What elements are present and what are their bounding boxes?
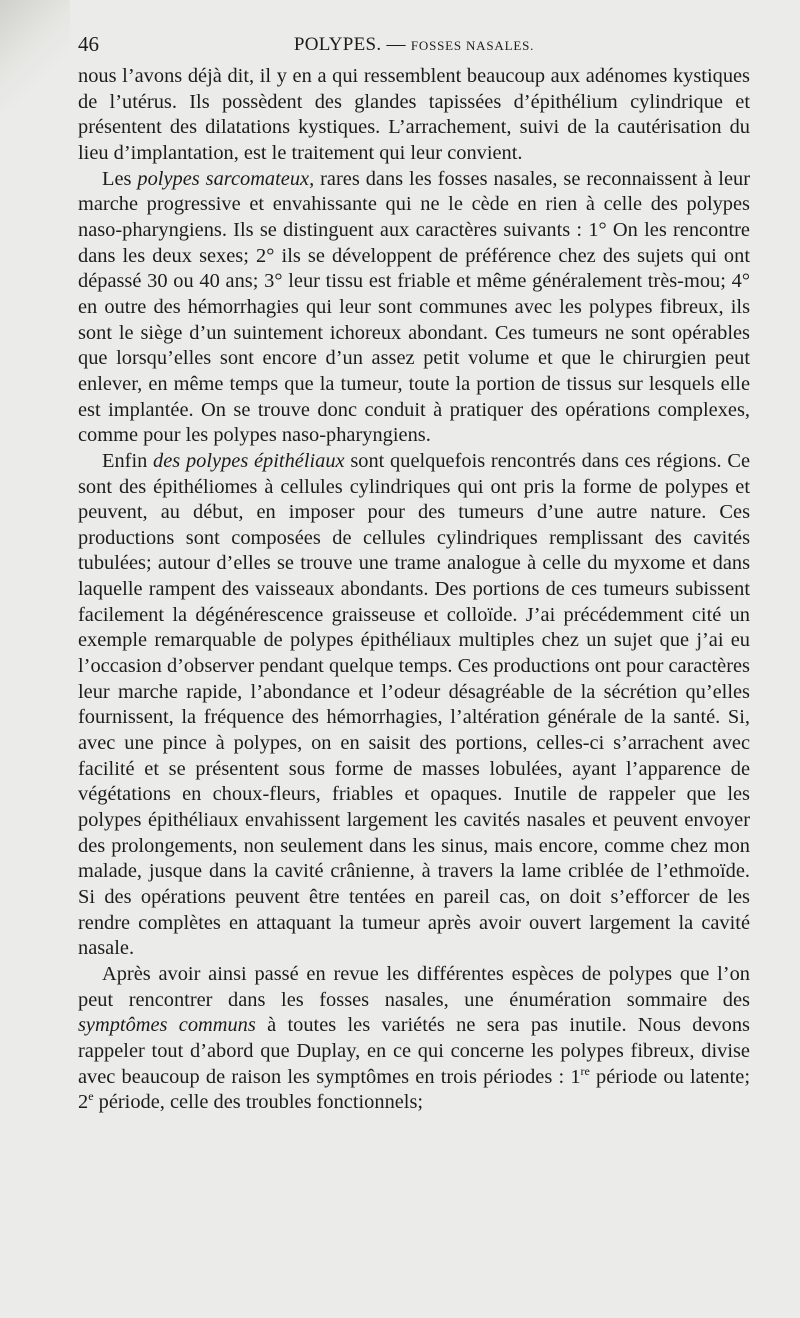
paragraph-2 xyxy=(78,167,750,449)
paragraph-1 xyxy=(78,64,750,167)
paragraph-4-emphasis: symptômes communs xyxy=(78,1014,256,1037)
paragraph-4-text-2: période ou latente; 2 xyxy=(78,1065,750,1114)
page-edge-shadow xyxy=(0,0,70,110)
paragraph-4-lead: Après avoir ainsi passé en revue les différentes espèces de polypes que l’on peut rencontrer dans les fosses nasales, une énumération sommaire des xyxy=(78,962,750,1011)
paragraph-3-text: sont quelquefois rencontrés dans ces régions. Ce sont des épithéliomes à cellules cylindriques qui ont pris la forme de polypes et peuvent, au début, en imposer pour des tumeurs d’une autre nature. Ces productions sont composées de cellules cylindriques remplissant des cavités tubulées; autour d’elles se trouve une trame analogue à celle du myxome et dans laquelle rampent des vaisseaux abondants. Des portions de ces tumeurs subissent facilement la dégénérescence graisseuse et colloïde. J’ai précédemment cité un exemple remarquable de polypes épithéliaux multiples chez un sujet que j’ai eu l’occasion d’observer pendant quelque temps. Ces productions ont pour caractères leur marche rapide, l’abondance et l’odeur désagréable de la sécrétion qu’elles fournissent, la fréquence des hémorrhagies, l’altération générale de la santé. Si, avec une pince à polypes, on en saisit des portions, celles-ci s’arrachent avec facilité et se présentent sous forme de masses lobulées, ayant l’apparence de végétations en choux-fleurs, friables et opaques. Inutile de rappeler que les polypes épithéliaux envahissent largement les cavités nasales et peuvent envoyer des prolongements, non seulement dans les sinus, mais encore, comme chez mon malade, jusque dans la cavité crânienne, à travers la lame criblée de l’ethmoïde. Si des opérations peuvent être tentées en pareil cas, on doit s’efforcer de les rendre complètes en attaquant la tumeur après avoir ouvert largement la cavité nasale. xyxy=(78,449,750,960)
paragraph-4-text-3: période, celle des troubles fonctionnels; xyxy=(93,1091,424,1114)
running-title-sub: FOSSES NASALES. xyxy=(410,38,535,53)
superscript-e: e xyxy=(88,1089,94,1104)
running-title-main: POLYPES. xyxy=(293,34,382,55)
running-title xyxy=(78,34,750,56)
paragraph-4 xyxy=(78,962,750,1116)
running-title-separator: — xyxy=(386,34,406,55)
page-number: 46 xyxy=(78,32,99,56)
paragraph-2-text: rares dans les fosses nasales, se reconnaissent à leur marche progressive et envahissante qui ne le cède en rien à celle des polypes naso-pharyngiens. Ils se distinguent aux caractères suivants : 1° On les rencontre dans les deux sexes; 2° ils se développent de préférence chez des sujets qui ont dépassé 30 ou 40 ans; 3° leur tissu est friable et même généralement très-mou; 4° en outre des hémorrhagies qui leur sont communes avec les polypes fibreux, ils sont le siège d’un suintement ichoreux abondant. Ces tumeurs ne sont opérables que lorsqu’elles sont encore d’un assez petit volume et que le chirurgien peut enlever, en même temps que la tumeur, toute la portion de tissus sur lesquels elle est implantée. On se trouve donc conduit à pratiquer des opérations complexes, comme pour les polypes naso-pharyngiens. xyxy=(78,167,750,447)
paragraph-3 xyxy=(78,449,750,962)
paragraph-2-lead: Les xyxy=(102,167,138,190)
page-header xyxy=(78,28,750,58)
paragraph-4-text: à toutes les variétés ne sera pas inutile. Nous devons rappeler tout d’abord que Duplay, en ce qui concerne les polypes fibreux, divise avec beaucoup de raison les symptômes en trois périodes : 1 xyxy=(78,1014,750,1088)
superscript-re: re xyxy=(580,1063,590,1078)
body-text xyxy=(78,64,750,1116)
paragraph-3-emphasis: des polypes épithéliaux xyxy=(153,449,345,472)
paragraph-2-emphasis: polypes sarcomateux, xyxy=(137,167,315,190)
paragraph-1-text: nous l’avons déjà dit, il y en a qui ressemblent beaucoup aux adénomes kystiques de l’utérus. Ils possèdent des glandes tapissées d’épithélium cylindrique et présentent des dilatations kystiques. L’arrachement, suivi de la cautérisation du lieu d’implantation, est le traitement qui leur convient. xyxy=(78,65,750,164)
paragraph-3-lead: Enfin xyxy=(102,449,154,472)
